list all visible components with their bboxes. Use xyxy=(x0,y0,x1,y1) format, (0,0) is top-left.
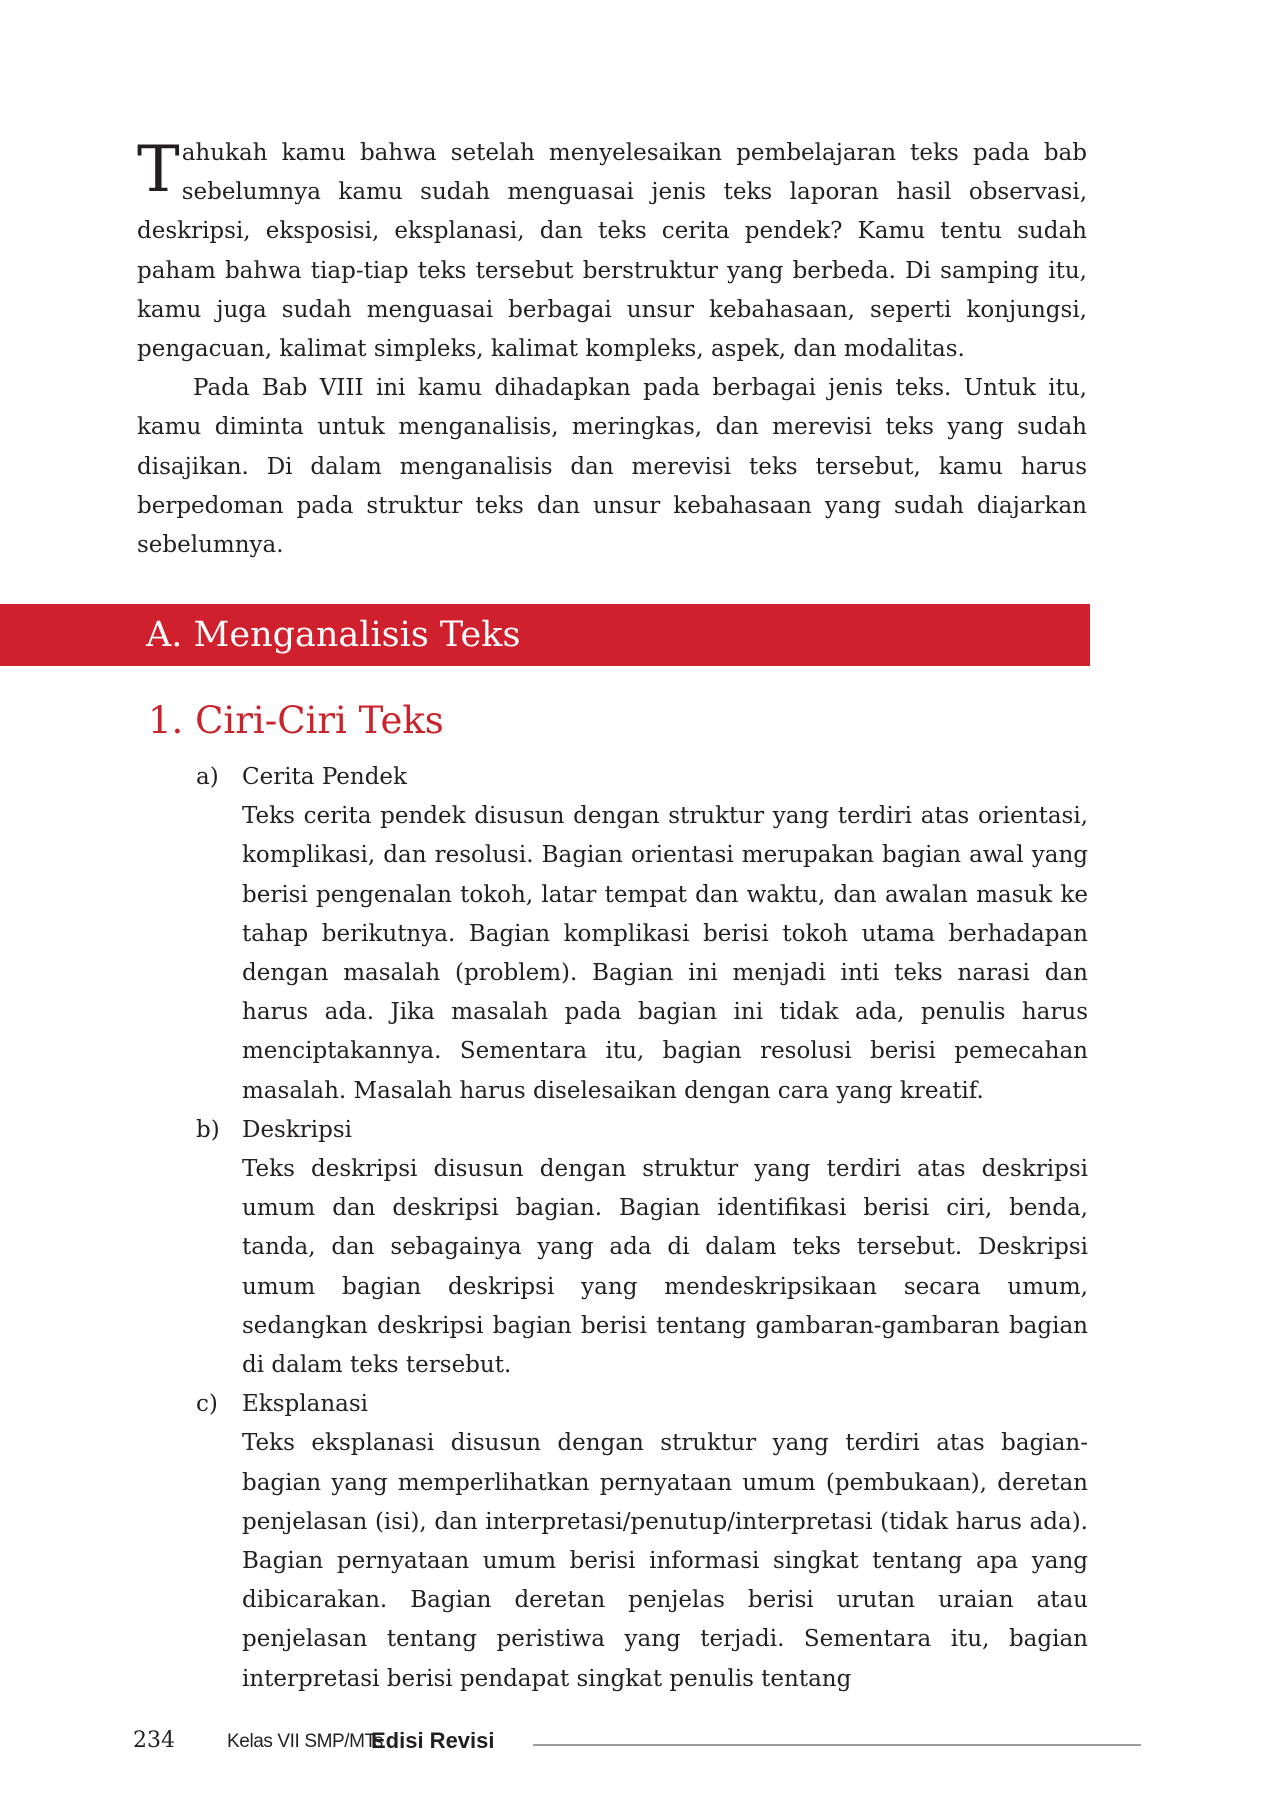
page-number: 234 xyxy=(133,1728,175,1753)
item-label: b) xyxy=(196,1116,220,1143)
item-label: a) xyxy=(196,764,219,790)
item-list xyxy=(196,758,1088,1699)
item-body: Teks cerita pendek disusun dengan struktur yang terdiri atas orientasi, komplikasi, dan resolusi. Bagian orientasi merupakan bagian awal yang berisi pengenalan tokoh, latar tempat dan waktu, dan awalan masuk ke tahap berikutnya. Bagian komplikasi berisi tokoh utama berhadapan dengan masalah (problem). Bagian ini menjadi inti teks narasi dan harus ada. Jika masalah pada bagian ini tidak ada, penulis harus menciptakannya. Sementara itu, bagian resolusi berisi pemecahan masalah. Masalah harus diselesaikan dengan cara yang kreatif. xyxy=(242,803,1088,1104)
list-item xyxy=(196,1111,1088,1385)
book-title: Kelas VII SMP/MTs xyxy=(227,1731,383,1752)
item-body: Teks eksplanasi disusun dengan struktur yang terdiri atas bagian-bagian yang memperlihatkan pernyataan umum (pembukaan), deretan penjelasan (isi), dan interpretasi/penutup/interpretasi (tidak harus ada). Bagian pernyataan umum berisi informasi singkat tentang apa yang dibicarakan. Bagian deretan penjelas berisi urutan uraian atau penjelasan tentang peristiwa yang terjadi. Sementara itu, bagian interpretasi berisi pendapat singkat penulis tentang xyxy=(242,1430,1088,1692)
item-label: c) xyxy=(196,1391,218,1418)
book-edition: Edisi Revisi xyxy=(371,1728,495,1753)
intro-text xyxy=(137,134,1087,565)
page-footer xyxy=(133,1722,1143,1762)
intro-paragraph-2: Pada Bab VIII ini kamu dihadapkan pada berbagai jenis teks. Untuk itu, kamu diminta untuk menganalisis, meringkas, dan merevisi teks yang sudah disajikan. Di dalam menganalisis dan merevisi teks tersebut, kamu harus berpedoman pada struktur teks dan unsur kebahasaan yang sudah diajarkan sebelumnya. xyxy=(137,375,1087,559)
item-title: Deskripsi xyxy=(242,1116,353,1143)
item-title: Cerita Pendek xyxy=(242,764,407,790)
item-body: Teks deskripsi disusun dengan struktur yang terdiri atas deskripsi umum dan deskripsi bagian. Bagian identifikasi berisi ciri, benda, tanda, dan sebagainya yang ada di dalam teks tersebut. Deskripsi umum bagian deskripsi yang mendeskripsikaan secara umum, sedangkan deskripsi bagian berisi tentang gambaran-gambaran bagian di dalam teks tersebut. xyxy=(242,1156,1088,1379)
section-heading: A. Menganalisis Teks xyxy=(0,604,1090,666)
list-item xyxy=(196,758,1088,1111)
footer-divider xyxy=(533,1744,1141,1746)
list-item xyxy=(196,1385,1088,1699)
drop-cap: T xyxy=(137,133,180,207)
intro-paragraph-1-text: ahukah kamu bahwa setelah menyelesaikan pembelajaran teks pada bab sebelumnya kamu sudah menguasai jenis teks laporan hasil observasi, deskripsi, eksposisi, eksplanasi, dan teks cerita pendek? Kamu tentu sudah paham bahwa tiap-tiap teks tersebut berstruktur yang berbeda. Di samping itu, kamu juga sudah menguasai berbagai unsur kebahasaan, seperti konjungsi, pengacuan, kalimat simpleks, kalimat kompleks, aspek, dan modalitas. xyxy=(137,140,1087,363)
subsection-heading: 1. Ciri-Ciri Teks xyxy=(148,699,444,742)
item-title: Eksplanasi xyxy=(242,1391,369,1418)
intro-paragraph-1 xyxy=(137,134,1087,369)
